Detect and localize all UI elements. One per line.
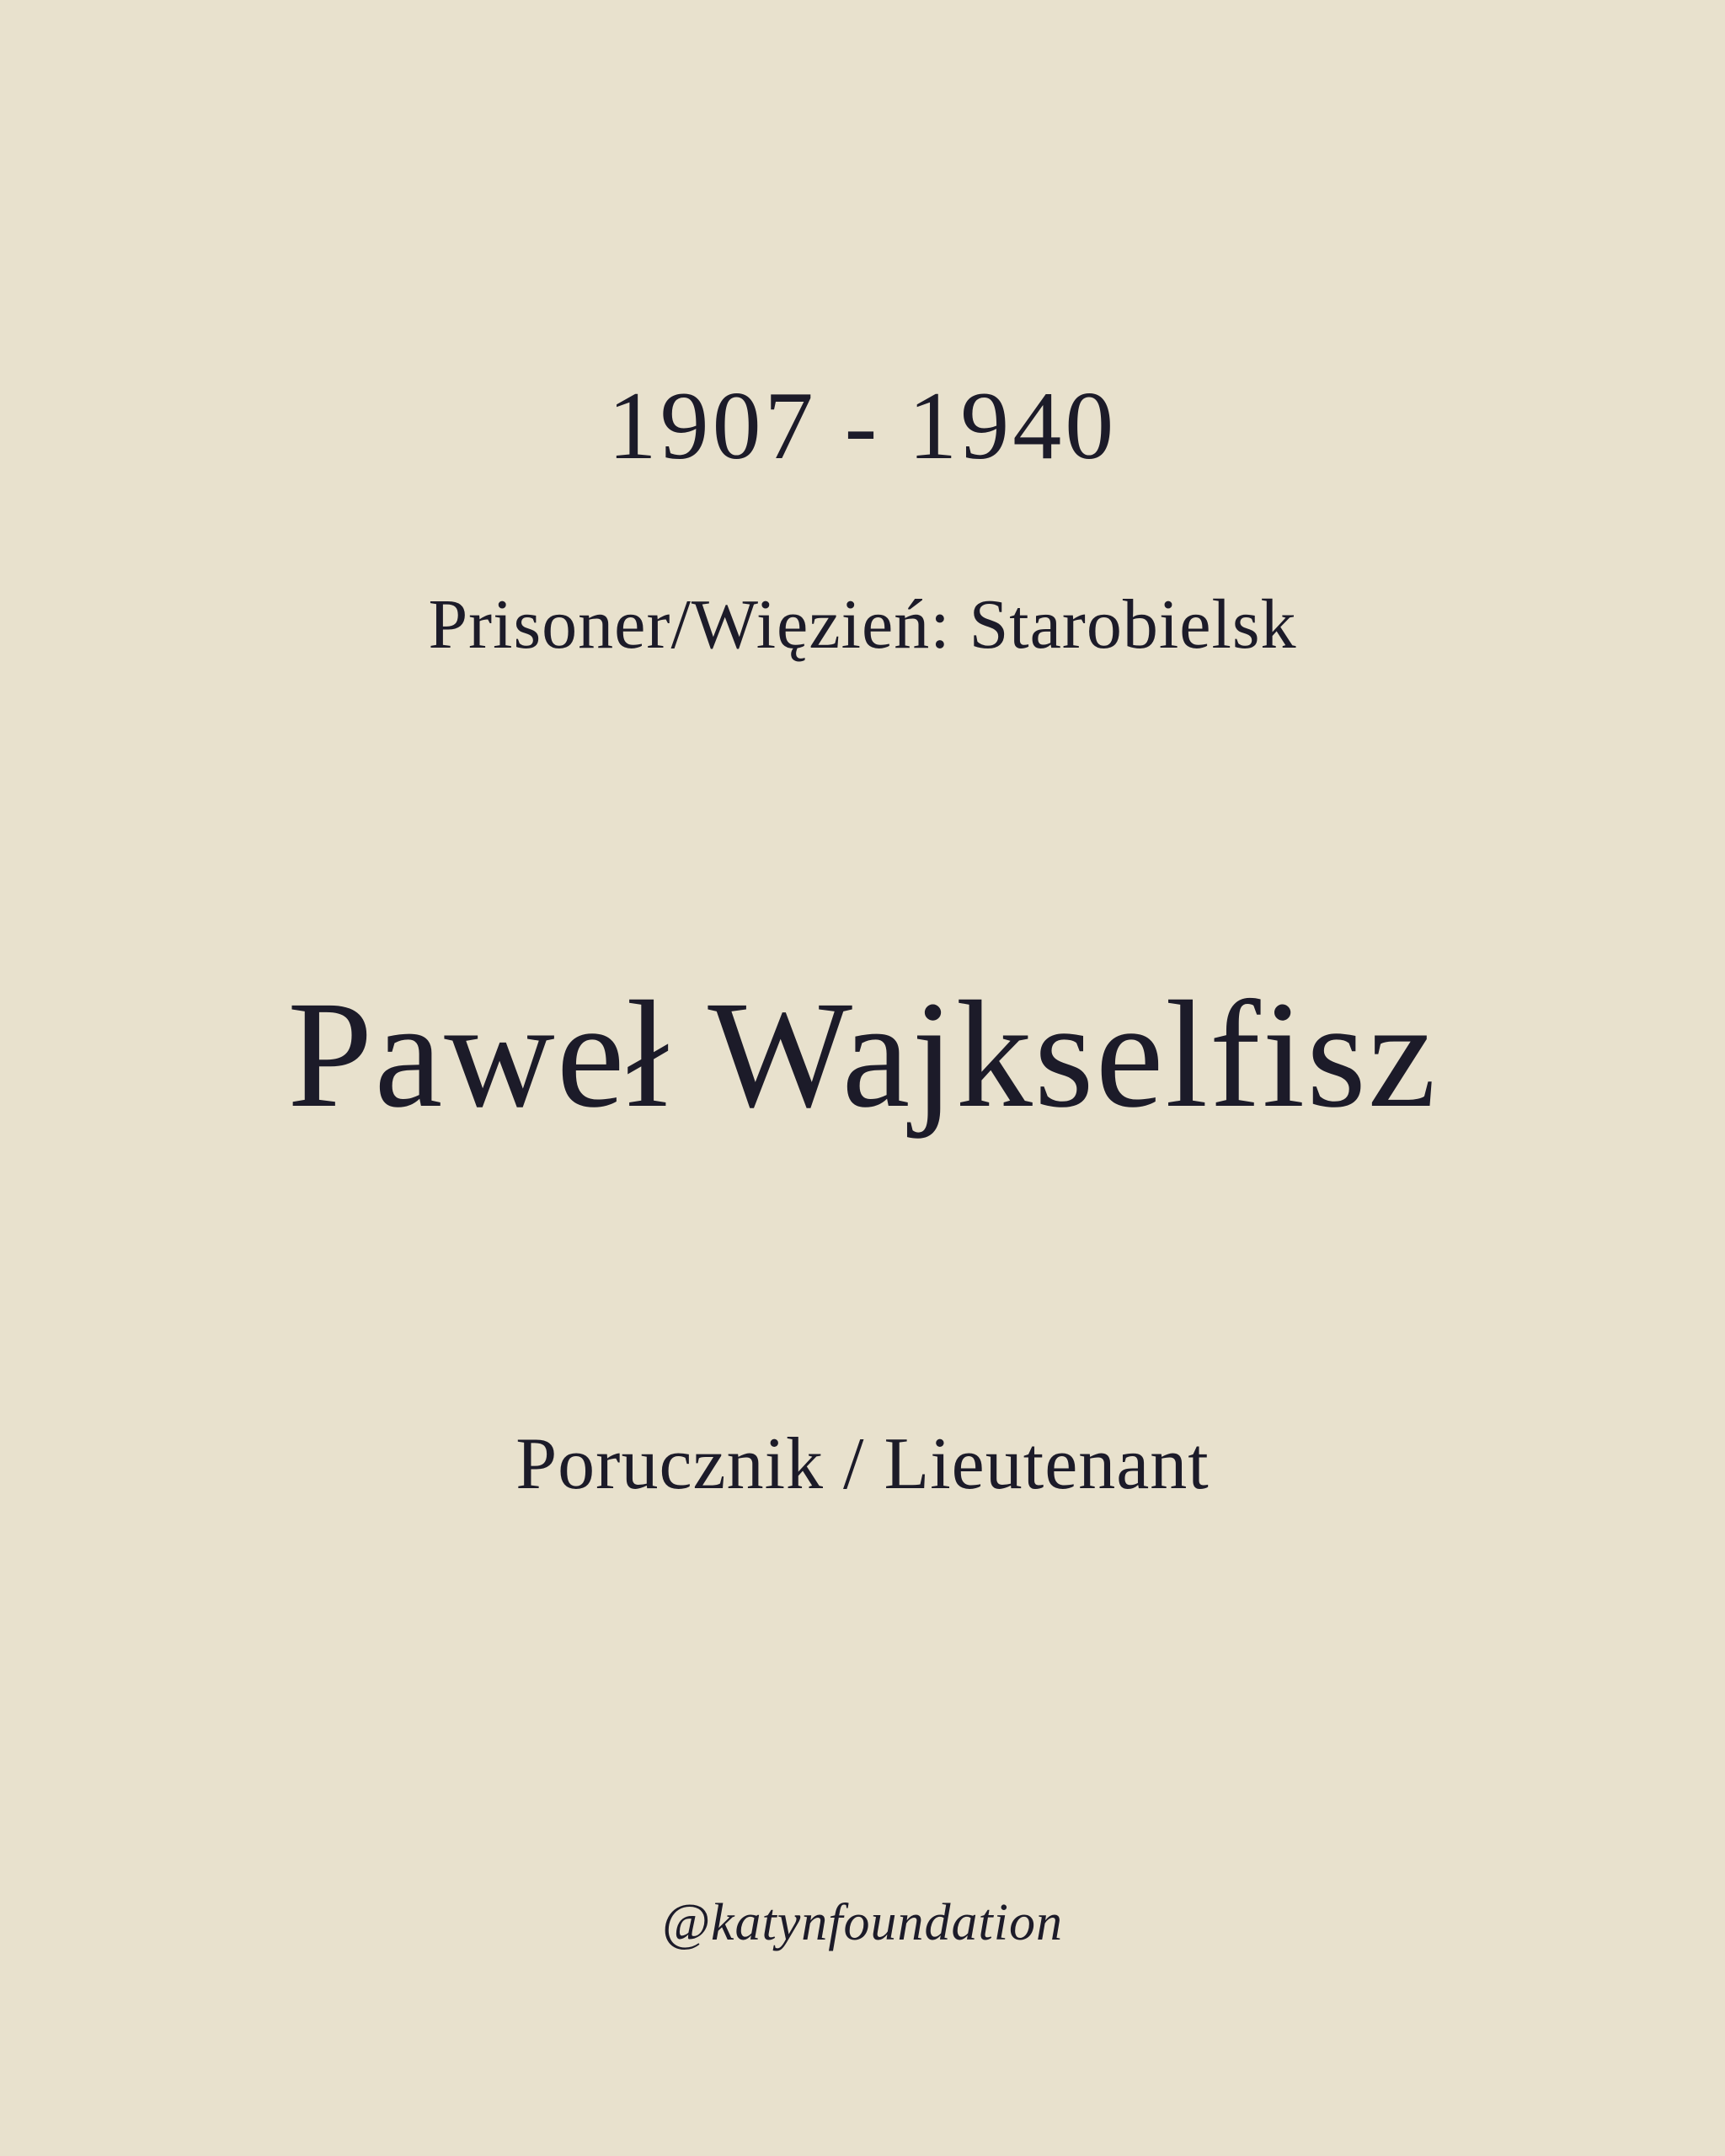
military-rank-line: Porucznik / Lieutenant (515, 1423, 1210, 1505)
life-years: 1907 - 1940 (607, 372, 1118, 480)
social-handle: @katynfoundation (662, 1894, 1063, 1951)
person-name: Paweł Wajkselfisz (287, 970, 1438, 1139)
prisoner-camp-line: Prisoner/Więzień: Starobielsk (428, 585, 1297, 664)
